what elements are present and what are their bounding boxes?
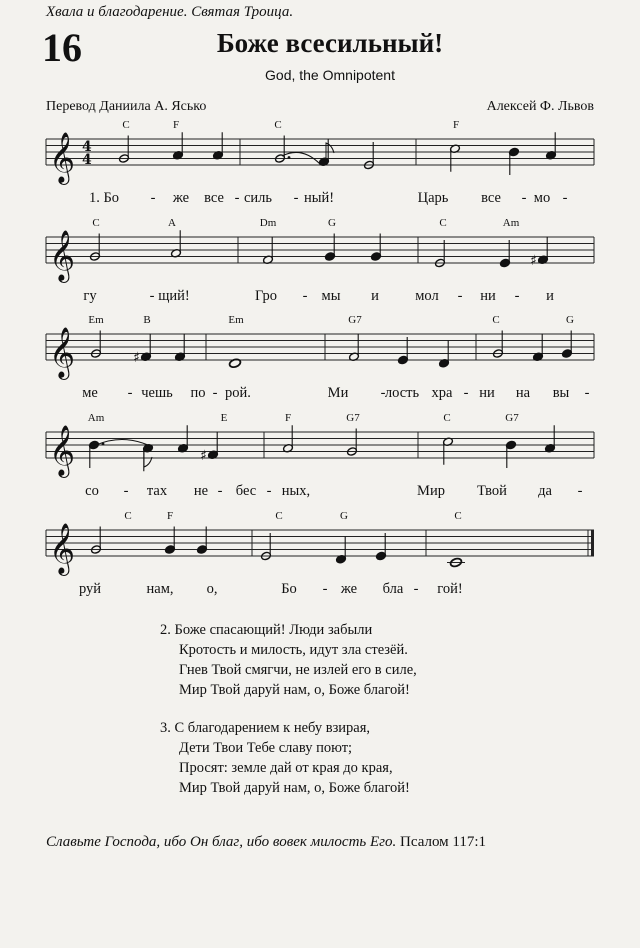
chord-symbol: C bbox=[443, 412, 451, 424]
lyric-syllable: - bbox=[149, 288, 155, 304]
lyric-syllable: Царь bbox=[417, 190, 449, 206]
treble-clef: 𝄞 bbox=[49, 425, 76, 476]
chord-symbol: F bbox=[452, 119, 460, 131]
lyric-syllable: - bbox=[212, 385, 218, 401]
composer-credit: Алексей Ф. Львов bbox=[486, 99, 594, 114]
lyric-syllable: со bbox=[85, 483, 99, 499]
lyric-syllable: Ми bbox=[327, 385, 349, 401]
chord-symbol: G bbox=[340, 510, 348, 522]
chord-symbol: F bbox=[172, 119, 180, 131]
chord-symbol: C bbox=[122, 119, 130, 131]
lyric-syllable: - bbox=[577, 483, 583, 499]
chord-symbol: G7 bbox=[346, 412, 360, 424]
hymn-subtitle: God, the Omnipotent bbox=[265, 67, 395, 83]
lyric-syllable: и bbox=[546, 288, 554, 304]
lyric-syllable: на bbox=[515, 385, 531, 401]
chord-symbol: C bbox=[124, 510, 132, 522]
verse-3 bbox=[160, 718, 417, 798]
chord-symbol: F bbox=[284, 412, 292, 424]
chord-symbol: Dm bbox=[259, 217, 277, 229]
lyric-syllable: все bbox=[481, 190, 501, 206]
chord-symbol: C bbox=[439, 217, 447, 229]
chord-symbol: E bbox=[220, 412, 228, 424]
treble-clef: 𝄞 bbox=[49, 327, 76, 378]
lyric-syllable: - bbox=[457, 288, 463, 304]
lyric-syllable: и bbox=[371, 288, 379, 304]
verse-line: Дети Твои Тебе славу поют; bbox=[179, 740, 353, 756]
lyric-syllable: - bbox=[234, 190, 240, 206]
chord-symbol: F bbox=[166, 510, 174, 522]
final-bar-thick bbox=[591, 530, 594, 556]
lyric-syllable: же bbox=[340, 581, 358, 597]
lyric-syllable: - bbox=[217, 483, 223, 499]
lyric-syllable: - bbox=[463, 385, 469, 401]
lyric-syllable: ме bbox=[82, 385, 98, 401]
lyric-syllable: Гро bbox=[255, 288, 277, 304]
lyric-syllable: Мир bbox=[417, 483, 445, 499]
lyric-syllable: Твой bbox=[477, 483, 507, 499]
lyric-syllable: все bbox=[204, 190, 224, 206]
chord-symbol: G7 bbox=[505, 412, 519, 424]
lyric-syllable: - bbox=[514, 288, 520, 304]
lyric-syllable: - bbox=[293, 190, 299, 206]
lyric-syllable: ный! bbox=[303, 190, 335, 206]
chord-symbol: G7 bbox=[348, 314, 362, 326]
scripture-reference: Псалом 117:1 bbox=[400, 834, 487, 850]
chord-symbol: C bbox=[274, 119, 282, 131]
verse-line: Мир Твой даруй нам, о, Боже благой! bbox=[179, 780, 410, 796]
treble-clef: 𝄞 bbox=[49, 230, 76, 281]
chord-symbol: C bbox=[454, 510, 462, 522]
verse-2 bbox=[160, 620, 417, 700]
lyric-syllable: - bbox=[380, 385, 386, 401]
lyric-syllable: лость bbox=[384, 385, 420, 401]
lyric-syllable: по bbox=[190, 385, 206, 401]
lyric-syllable: нам, bbox=[146, 581, 174, 597]
lyric-syllable: ни bbox=[479, 385, 495, 401]
lyric-syllable: - bbox=[584, 385, 590, 401]
verse-line: 3. С благодарением к небу взирая, bbox=[160, 720, 371, 736]
chord-symbol: G bbox=[566, 314, 574, 326]
chord-symbol: Am bbox=[87, 412, 105, 424]
verse-line: Просят: земле дай от края до края, bbox=[179, 760, 393, 776]
chord-symbol: Am bbox=[502, 217, 520, 229]
time-signature-denominator: 4 bbox=[82, 152, 92, 168]
lyric-syllable: бес bbox=[235, 483, 257, 499]
scripture-quote bbox=[46, 834, 486, 851]
verse-line: Мир Твой даруй нам, о, Боже благой! bbox=[179, 682, 410, 698]
chord-symbol: Em bbox=[228, 314, 244, 326]
treble-clef: 𝄞 bbox=[49, 523, 76, 574]
lyric-syllable: рой. bbox=[225, 385, 251, 401]
lyric-syllable: же bbox=[172, 190, 190, 206]
lyric-syllable: мы bbox=[321, 288, 341, 304]
verses bbox=[160, 620, 417, 816]
lyric-syllable: - bbox=[150, 190, 156, 206]
chord-symbol: C bbox=[492, 314, 500, 326]
chord-symbol: B bbox=[143, 314, 151, 326]
lyric-syllable: щий! bbox=[158, 288, 190, 304]
lyric-syllable: гой! bbox=[437, 581, 463, 597]
lyric-syllable: 1. Бо bbox=[88, 190, 120, 206]
verse-line: 2. Боже спасающий! Люди забыли bbox=[160, 622, 373, 638]
section-label: Хвала и благодарение. Святая Троица. bbox=[46, 4, 294, 20]
chord-symbol: G bbox=[328, 217, 336, 229]
chord-symbol: C bbox=[275, 510, 283, 522]
hymn-number: 16 bbox=[42, 25, 82, 70]
lyric-syllable: ни bbox=[480, 288, 496, 304]
verse-line: Гнев Твой смягчи, не излей его в силе, bbox=[179, 662, 417, 678]
sharp-sign: ♯ bbox=[530, 252, 537, 269]
lyric-syllable: вы bbox=[552, 385, 570, 401]
lyric-syllable: ных, bbox=[281, 483, 311, 499]
lyric-syllable: хра bbox=[431, 385, 453, 401]
lyric-syllable: чешь bbox=[141, 385, 173, 401]
lyric-syllable: - bbox=[322, 581, 328, 597]
lyric-syllable: гу bbox=[83, 288, 97, 304]
verse-line: Кротость и милость, идут зла стезёй. bbox=[179, 642, 408, 658]
sharp-sign: ♯ bbox=[133, 349, 140, 366]
translator-credit: Перевод Даниила А. Ясько bbox=[46, 99, 207, 114]
lyric-syllable: да bbox=[538, 483, 552, 499]
lyric-syllable: не bbox=[193, 483, 209, 499]
lyric-syllable: тах bbox=[146, 483, 168, 499]
time-signature-numerator: 4 bbox=[82, 139, 92, 155]
lyric-syllable: бла bbox=[382, 581, 404, 597]
chord-symbol: C bbox=[92, 217, 100, 229]
sharp-sign: ♯ bbox=[200, 447, 207, 464]
lyric-syllable: мо bbox=[533, 190, 551, 206]
lyric-syllable: - bbox=[266, 483, 272, 499]
chord-symbol: A bbox=[168, 217, 176, 229]
lyric-syllable: мол bbox=[415, 288, 439, 304]
scripture-text: Славьте Господа, ибо Он благ, ибо вовек милость Его. bbox=[46, 834, 397, 850]
lyric-syllable: руй bbox=[78, 581, 102, 597]
dot bbox=[288, 156, 291, 159]
lyric-syllable: - bbox=[127, 385, 133, 401]
lyric-syllable: - bbox=[413, 581, 419, 597]
lyric-syllable: - bbox=[562, 190, 568, 206]
lyric-syllable: Бо bbox=[281, 581, 297, 597]
whole-note bbox=[229, 358, 242, 369]
chord-symbol: Em bbox=[88, 314, 104, 326]
lyric-syllable: - bbox=[302, 288, 308, 304]
lyric-syllable: - bbox=[123, 483, 129, 499]
lyric-syllable: - bbox=[521, 190, 527, 206]
treble-clef: 𝄞 bbox=[49, 132, 76, 183]
hymn-title: Боже всесильный! bbox=[216, 28, 444, 58]
lyric-syllable: о, bbox=[206, 581, 218, 597]
lyric-syllable: силь bbox=[243, 190, 273, 206]
